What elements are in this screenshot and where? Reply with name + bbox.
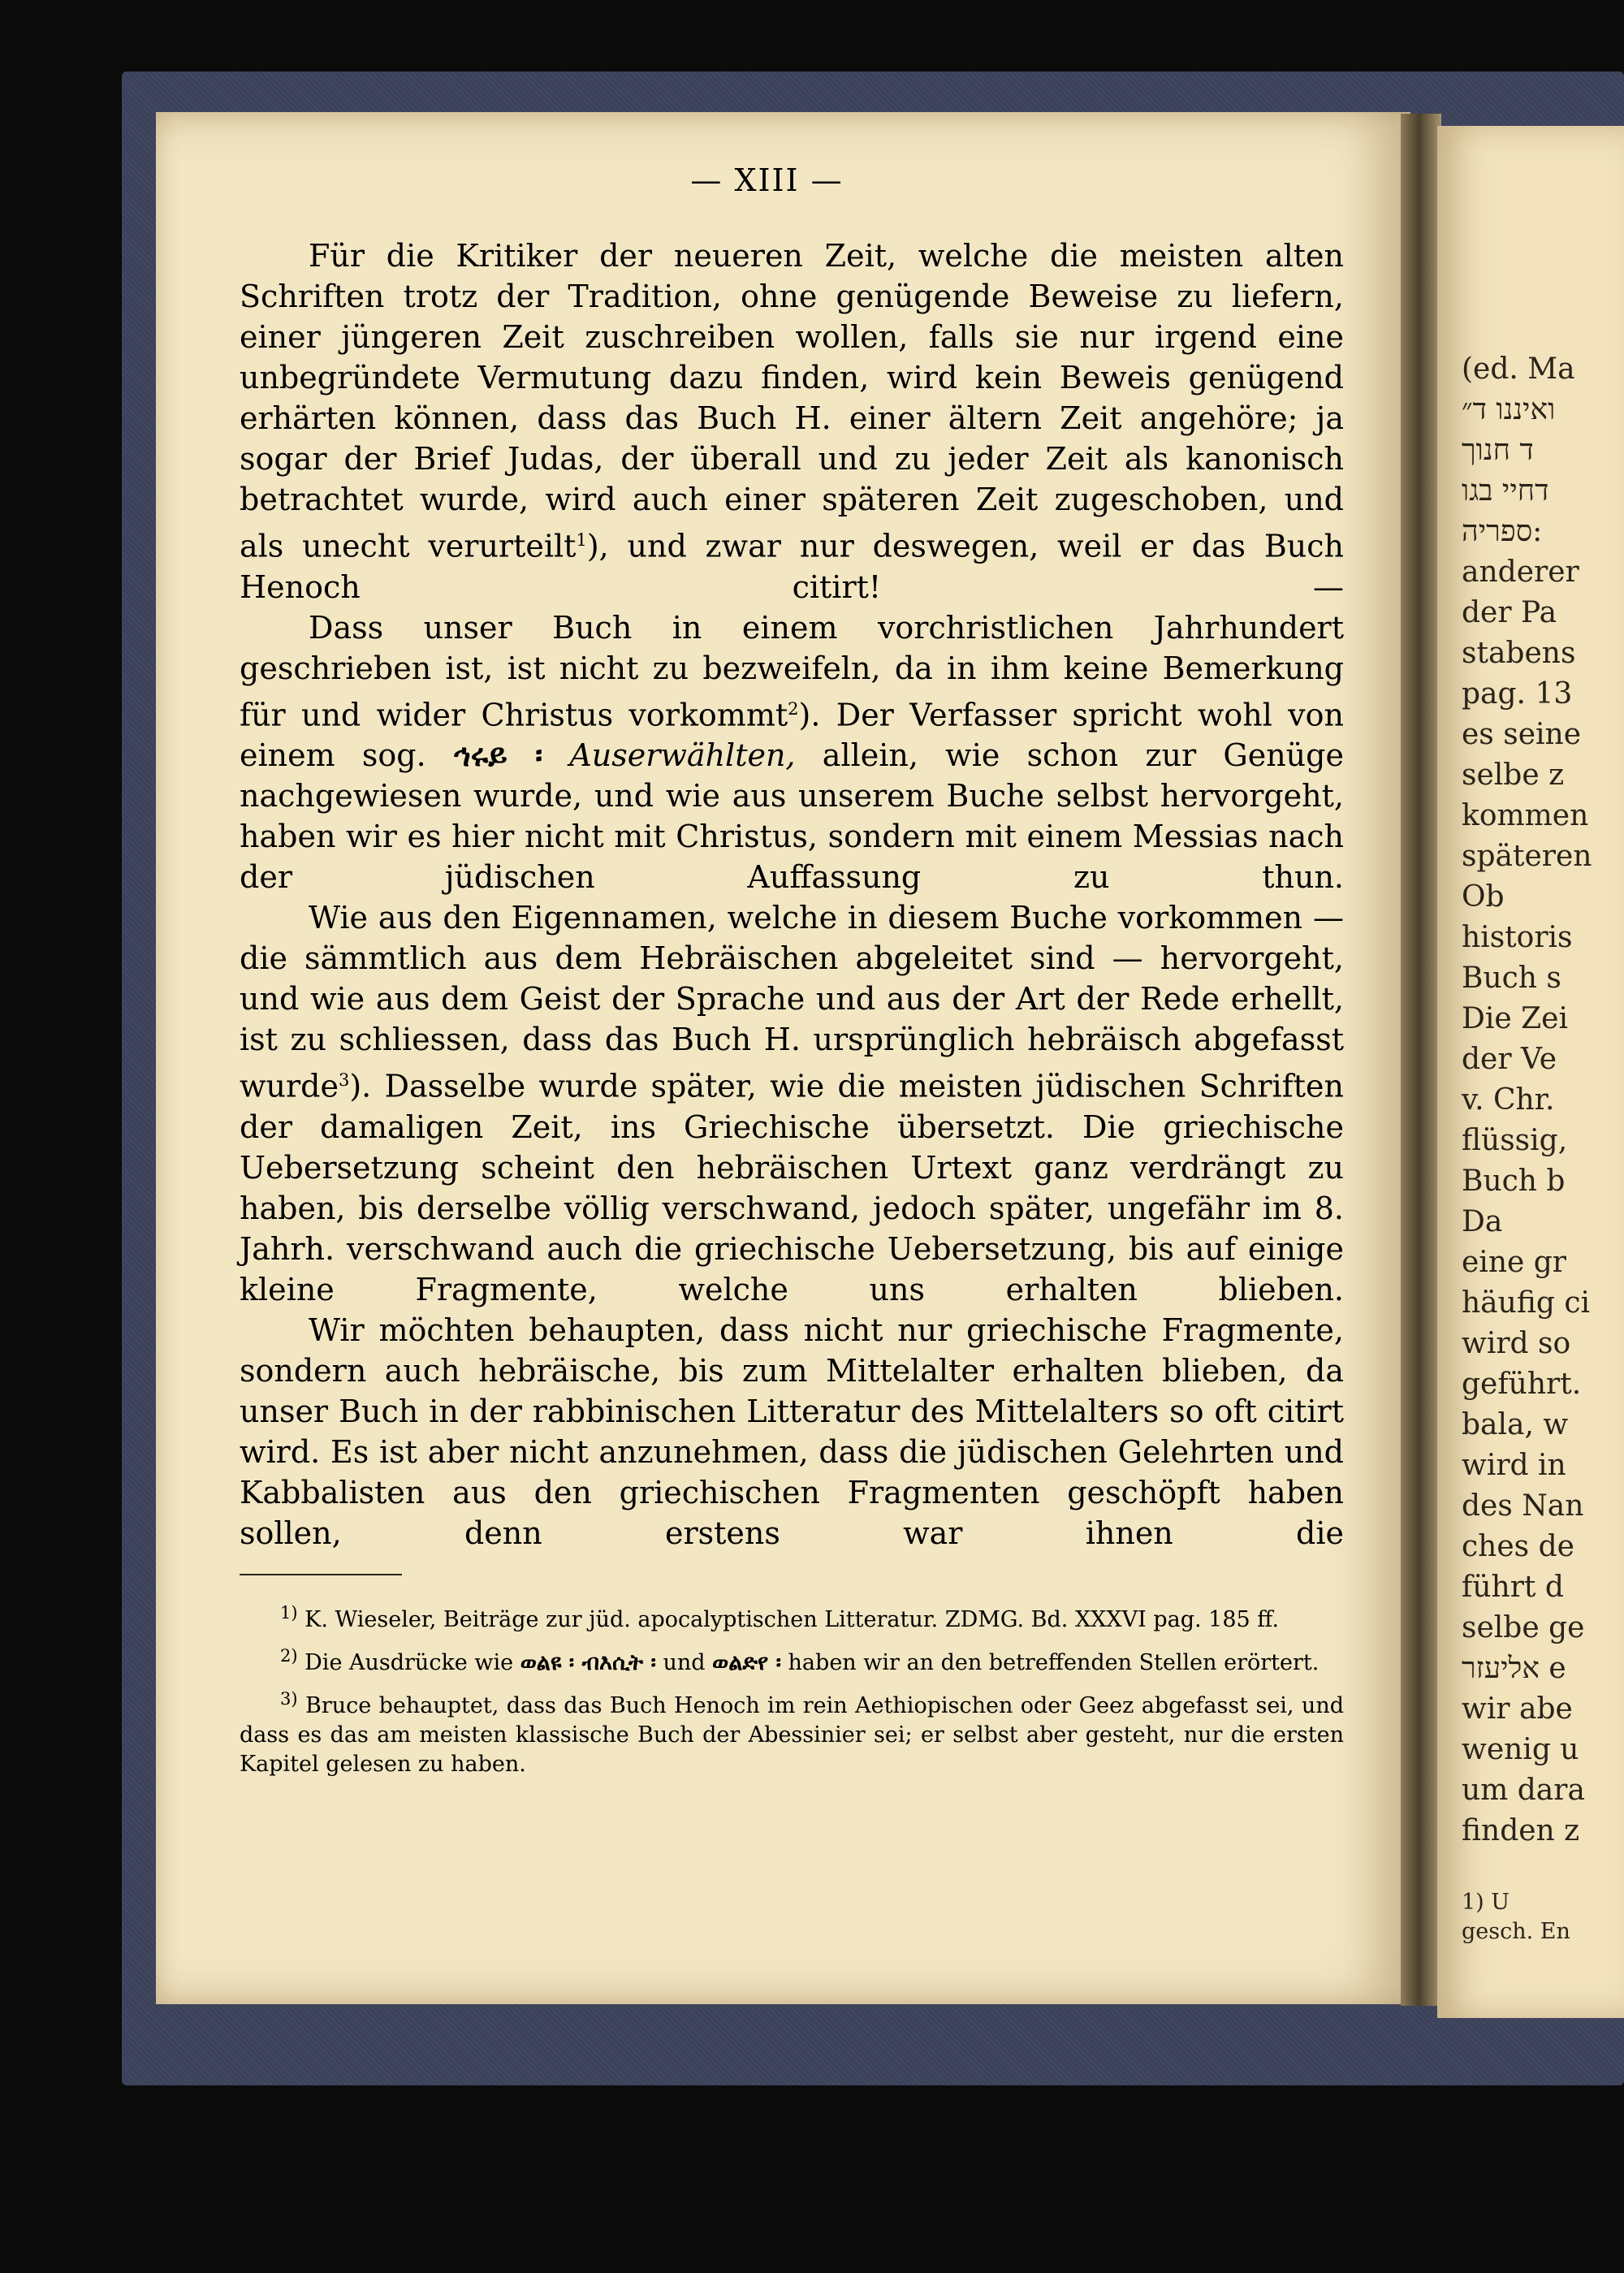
- footnote-3: $^{3)}$ Bruce behauptet, dass das Buch Henoch im rein Aethiopischen oder Geez abgefasst sei, und dass es das am meisten klassische Buch der Abessinier sei; er selbst aber gesteht, nur die ersten Kapitel gelesen zu haben.: [240, 1688, 1344, 1777]
- right-page-line: wird in: [1462, 1449, 1566, 1482]
- right-page-line: selbe ge: [1462, 1611, 1585, 1644]
- right-page-line: Buch b: [1462, 1165, 1566, 1198]
- right-page-line: Ob: [1462, 880, 1505, 914]
- right-page-line: Da: [1462, 1205, 1503, 1238]
- right-page-line: anderer: [1462, 555, 1579, 589]
- main-text: [240, 236, 1344, 1786]
- right-page-line: ספריה:: [1462, 515, 1543, 548]
- right-page-line: führt d: [1462, 1571, 1564, 1604]
- right-page-footnote-line: 1) U: [1462, 1890, 1510, 1915]
- footnote-1: $^{1)}$ K. Wieseler, Beiträge zur jüd. apocalyptischen Litteratur. ZDMG. Bd. XXXVI pag. 185 ff.: [280, 1602, 1280, 1632]
- right-page-line: um dara: [1462, 1774, 1585, 1807]
- right-page-line: wird so: [1462, 1327, 1571, 1360]
- right-page-line: späteren: [1462, 840, 1592, 873]
- paragraph-2: Dass unser Buch in einem vorchristlichen Jahrhundert geschrieben ist, ist nicht zu bezweifeln, da in ihm keine Bemerkung für und wider Christus vorkommt$^2$). Der Verfasser spricht wohl von einem sog. ኅሩይ ፡ Auserwählten, allein, wie schon zur Genüge nachgewiesen wurde, und wie aus unserem Buche selbst hervorgeht, haben wir es hier nicht mit Christus, sondern mit einem Messias nach der jüdischen Auffassung zu thun.: [240, 609, 1344, 896]
- right-page-line: pag. 13: [1462, 677, 1573, 711]
- right-page-line: selbe z: [1462, 758, 1565, 792]
- right-page-line: häufig ci: [1462, 1286, 1591, 1320]
- right-page-line: דחיי בגו: [1462, 474, 1549, 508]
- right-page-line: אליעזר e: [1462, 1652, 1566, 1685]
- right-page-line: es seine: [1462, 718, 1582, 751]
- right-page-footnote: [1437, 1888, 1570, 1947]
- right-page-line: stabens: [1462, 637, 1576, 670]
- right-page-line: wenig u: [1462, 1733, 1579, 1766]
- right-page-line: flüssig,: [1462, 1124, 1568, 1157]
- paragraph-4: Wir möchten behaupten, dass nicht nur griechische Fragmente, sondern auch hebräische, bis zum Mittelalter erhalten blieben, da unser Buch in der rabbinischen Litteratur des Mittelalters so oft citirt wird. Es ist aber nicht anzunehmen, dass die jüdischen Gelehrten und Kabbalisten aus den griechischen Fragmenten geschöpft haben sollen, denn erstens war ihnen die: [240, 1312, 1344, 1551]
- right-page-line: des Nan: [1462, 1489, 1584, 1523]
- right-page-line: der Ve: [1462, 1043, 1557, 1076]
- right-page-footnote-line: gesch. En: [1462, 1919, 1570, 1944]
- right-page-line: finden z: [1462, 1814, 1580, 1847]
- right-page-line: ches de: [1462, 1530, 1574, 1563]
- right-page-line: bala, w: [1462, 1408, 1569, 1441]
- right-page-line: Buch s: [1462, 961, 1561, 995]
- footnote-divider: [240, 1574, 402, 1575]
- right-page: [1437, 126, 1624, 2018]
- right-page-line: der Pa: [1462, 596, 1557, 629]
- right-page-text: [1437, 349, 1592, 1852]
- right-page-line: eine gr: [1462, 1246, 1567, 1279]
- footnote-2: $^{2)}$ Die Ausdrücke wie ወልዩ ፡ ብእሲት ፡ und ወልድየ ፡ haben wir an den betreffenden Stellen erörtert.: [280, 1645, 1320, 1675]
- paragraph-3: Wie aus den Eigennamen, welche in diesem Buche vorkommen — die sämmtlich aus dem Hebräischen abgeleitet sind — hervorgeht, und wie aus dem Geist der Sprache und aus der Art der Rede erhellt, ist zu schliessen, dass das Buch H. ursprünglich hebräisch abgefasst wurde$^3$). Dasselbe wurde später, wie die meisten jüdischen Schriften der damaligen Zeit, ins Griechische übersetzt. Die griechische Uebersetzung scheint den hebräischen Urtext ganz verdrängt zu haben, bis derselbe völlig verschwand, jedoch später, ungefähr im 8. Jahrh. verschwand auch die griechische Uebersetzung, bis auf einige kleine Fragmente, welche uns erhalten blieben.: [240, 900, 1344, 1307]
- right-page-line: Die Zei: [1462, 1002, 1568, 1035]
- right-page-line: v. Chr.: [1462, 1083, 1555, 1117]
- right-page-line: ואיננו ד״: [1462, 393, 1556, 426]
- right-page-line: geführt.: [1462, 1368, 1582, 1401]
- right-page-line: kommen: [1462, 799, 1589, 832]
- right-page-line: historis: [1462, 921, 1573, 954]
- right-page-line: (ed. Ma: [1462, 352, 1575, 386]
- geez-word: ኅሩይ ፡: [452, 737, 543, 774]
- right-page-line: ד חנוך: [1462, 434, 1534, 467]
- right-page-line: wir abe: [1462, 1692, 1573, 1726]
- paragraph-1: Für die Kritiker der neueren Zeit, welche die meisten alten Schriften trotz der Tradition, ohne genügende Beweise zu liefern, einer jüngeren Zeit zuschreiben wollen, falls sie nur irgend eine unbegründete Vermutung dazu finden, wird kein Beweis genügend erhärten können, dass das Buch H. einer ältern Zeit angehöre; ja sogar der Brief Judas, der überall und zu jeder Zeit als kanonisch betrachtet wurde, wird auch einer späteren Zeit zugeschoben, und als unecht verurteilt$^1$), und zwar nur deswegen, weil er das Buch Henoch citirt! —: [240, 238, 1344, 605]
- book-gutter: [1401, 114, 1441, 2006]
